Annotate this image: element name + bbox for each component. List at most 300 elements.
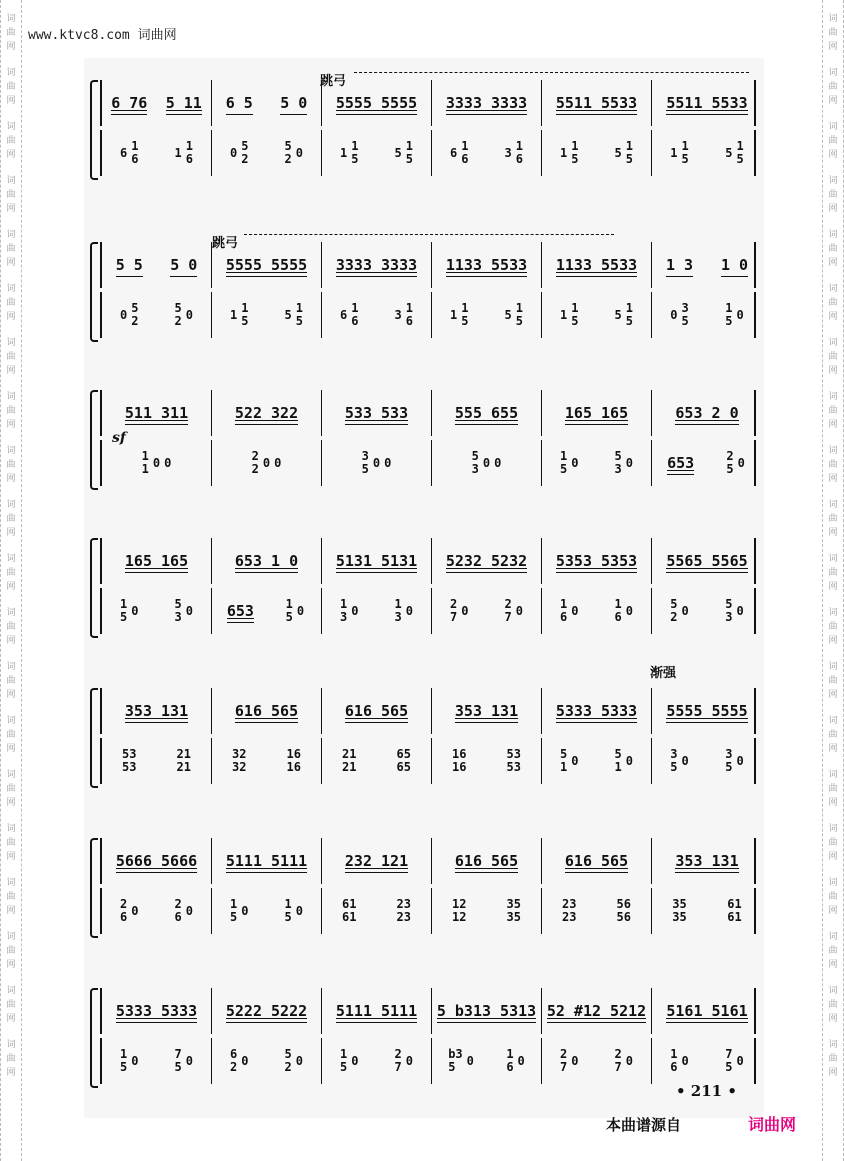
note-group: 5333 5333 [115,1001,198,1020]
note-group: 653 2 0 [675,403,739,422]
watermark-char: 词 [6,554,16,564]
bass-staff [100,130,756,176]
chord-note [230,748,248,774]
bass-measure [212,1038,322,1084]
watermark-char: 曲 [6,406,16,416]
chord-note [446,1048,476,1074]
chord-note [118,1048,140,1074]
melody-measure [212,390,322,436]
chord-part: 65 65 [396,747,411,774]
watermark-char: 词 [828,986,838,996]
bass-staff [100,440,756,486]
melody-measure [652,242,762,288]
watermark-char: 词 [828,392,838,402]
watermark-char: 曲 [6,28,16,38]
chord-part: 1 5 [241,301,249,328]
note-group: 1133 5533 [445,255,528,274]
watermark-char: 词 [828,500,838,510]
note-group: 653 [667,453,695,472]
melody-measure [542,688,652,734]
chord-part: 0 [737,455,745,470]
site-url-text: www.ktvc8.com [28,28,130,43]
system-brace [90,988,98,1088]
bass-measure [432,1038,542,1084]
chord-note [173,140,195,166]
watermark-char: 词 [6,1040,16,1050]
melody-measure [652,988,762,1034]
chord-note [668,1048,690,1074]
chord-part: 3 5 [670,747,678,774]
chord-note [450,898,468,924]
chord-note [395,748,413,774]
chord-part: 0 [670,307,678,322]
score-system [100,220,756,340]
chord-note [558,450,580,476]
chord-note [470,450,504,476]
watermark-char: 曲 [6,622,16,632]
watermark-char: 曲 [6,892,16,902]
watermark-char: 网 [828,582,838,592]
chord-part: 0 [736,753,744,768]
watermark-char: 词 [828,608,838,618]
chord-part: 5 2 [174,301,182,328]
chord-part: 0 [131,1053,139,1068]
watermark-char: 网 [828,798,838,808]
bass-measure [652,738,762,784]
chord-part: 0 [152,455,161,470]
watermark-char: 词 [6,338,16,348]
bass-measure [652,130,762,176]
bass-measure [652,1038,762,1084]
watermark-char: 词 [828,1040,838,1050]
chord-note [723,598,745,624]
melody-measure [432,988,542,1034]
chord-part: 1 5 [560,449,568,476]
chord-part: 1 [450,307,458,322]
chord-part: 1 3 [394,597,402,624]
chord-part: 1 5 [625,139,633,166]
chord-note [668,140,690,166]
crescendo-marking: 渐强 [650,666,677,681]
chord-note [173,1048,195,1074]
watermark-char: 曲 [828,622,838,632]
chord-note [140,450,174,476]
melody-measure [322,242,432,288]
chord-part: 1 6 [461,139,469,166]
chord-part: 1 5 [571,139,579,166]
note-group: 165 165 [564,403,629,422]
score-system [100,816,756,936]
chord-note [723,302,745,328]
bass-measure [212,588,322,634]
melody-measure [432,688,542,734]
chord-part: 0 [461,603,469,618]
chord-note [668,598,690,624]
chord-part: 1 5 [120,597,128,624]
chord-note [173,302,195,328]
chord-part: 0 [736,603,744,618]
chord-note [360,450,394,476]
watermark-char: 曲 [6,838,16,848]
watermark-char: 词 [6,68,16,78]
bass-staff [100,1038,756,1084]
watermark-char: 曲 [6,298,16,308]
chord-part: 0 [466,1053,474,1068]
melody-measure [102,538,212,584]
chord-note [393,1048,415,1074]
chord-note [725,898,743,924]
melody-measure [542,988,652,1034]
chord-note [448,302,470,328]
watermark-char: 曲 [6,730,16,740]
watermark-char: 词 [6,824,16,834]
watermark-char: 网 [828,420,838,430]
bass-measure [212,292,322,338]
chord-note [613,748,635,774]
watermark-char: 曲 [828,676,838,686]
watermark-char: 网 [6,258,16,268]
watermark-char: 网 [6,528,16,538]
chord-note [504,1048,526,1074]
melody-measure [212,538,322,584]
chord-part: 0 [185,903,193,918]
melody-measure [322,688,432,734]
watermark-char: 网 [828,744,838,754]
chord-part: 3 5 [681,301,689,328]
chord-part: 0 [131,603,139,618]
chord-part: 3 5 [361,449,369,476]
bass-measure [102,292,212,338]
watermark-char: 词 [828,446,838,456]
watermark-char: 词 [828,716,838,726]
note-group: 6 5 [225,93,253,112]
score-system [100,516,756,636]
watermark-char: 网 [6,96,16,106]
watermark-char: 词 [6,122,16,132]
watermark-char: 网 [6,852,16,862]
chord-note [118,302,140,328]
footer-logo[interactable]: 词曲网 [748,1115,797,1134]
chord-part: 5 [614,307,622,322]
melody-measure [322,838,432,884]
bass-staff [100,888,756,934]
chord-part: 5 [394,145,402,160]
watermark-char: 词 [828,284,838,294]
chord-part: 0 [384,455,392,470]
melody-measure [542,538,652,584]
note-group: 5 11 [165,93,202,112]
chord-note [338,1048,360,1074]
chord-note [505,898,523,924]
score-system [100,58,756,178]
melody-measure [652,390,762,436]
chord-note [723,1048,745,1074]
chord-part: 53 53 [506,747,521,774]
chord-part: 2 7 [614,1047,622,1074]
chord-part: 0 [625,455,633,470]
chord-part: 61 61 [342,897,357,924]
watermark-char: 曲 [6,136,16,146]
chord-note [118,598,140,624]
bass-measure [652,888,762,934]
bass-measure [322,738,432,784]
system-brace [90,390,98,490]
sforzando-marking: sf [112,430,126,446]
watermark-char: 曲 [828,28,838,38]
watermark-char: 词 [828,932,838,942]
chord-part: 7 5 [725,1047,733,1074]
chord-note [228,898,250,924]
chord-part: 2 6 [120,897,128,924]
chord-part: 0 [274,455,282,470]
chord-part: 2 7 [450,597,458,624]
chord-part: 0 [736,1053,744,1068]
chord-note [173,898,195,924]
note-group: 616 565 [454,851,519,870]
note-group: 522 322 [234,403,299,422]
chord-part: 1 [174,145,182,160]
chord-note [723,140,745,166]
watermark-char: 词 [6,230,16,240]
watermark-char: 词 [6,662,16,672]
watermark-char: 词 [6,14,16,24]
chord-part: 16 16 [452,747,467,774]
chord-part: 1 [230,307,238,322]
chord-note [558,140,580,166]
melody-staff [100,688,756,734]
watermark-char: 网 [828,312,838,322]
chord-part: 2 7 [504,597,512,624]
melody-staff [100,538,756,584]
watermark-char: 词 [828,338,838,348]
chord-part: 0 [405,603,413,618]
note-group: 353 131 [454,701,519,720]
watermark-char: 曲 [828,946,838,956]
chord-part: 56 56 [616,897,631,924]
watermark-char: 曲 [6,244,16,254]
chord-note [613,1048,635,1074]
melody-measure [212,988,322,1034]
bass-measure [212,440,322,486]
chord-part: 6 [340,307,348,322]
chord-note [284,598,306,624]
melody-measure [652,688,762,734]
watermark-char: 曲 [6,190,16,200]
bass-measure [542,440,652,486]
bass-measure [322,130,432,176]
bass-measure [102,888,212,934]
bass-measure [542,888,652,934]
right-watermark-strip [822,0,844,1161]
chord-note [724,450,746,476]
chord-part: 1 5 [625,301,633,328]
chord-part: 1 6 [185,139,193,166]
chord-part: 3 5 [725,747,733,774]
chord-part: 0 [625,1053,633,1068]
bass-measure [542,1038,652,1084]
watermark-char: 网 [828,96,838,106]
bass-measure [432,588,542,634]
note-group: 353 131 [124,701,189,720]
chord-note [670,898,688,924]
melody-measure [102,688,212,734]
watermark-char: 词 [828,554,838,564]
note-group: 5232 5232 [445,551,528,570]
note-group: 5666 5666 [115,851,198,870]
chord-part: 1 [670,145,678,160]
melody-measure [542,390,652,436]
bowing-marking-2: 跳弓 [212,236,239,251]
note-group: 5565 5565 [666,551,748,570]
melody-measure [212,80,322,126]
chord-part: 1 5 [284,897,292,924]
melody-measure [322,390,432,436]
watermark-char: 词 [6,608,16,618]
chord-part: 0 [494,455,502,470]
chord-part: 0 [571,1053,579,1068]
watermark-char: 曲 [828,136,838,146]
chord-note [503,598,525,624]
chord-part: 0 [372,455,381,470]
chord-part: 0 [625,753,633,768]
watermark-char: 词 [828,824,838,834]
melody-measure [102,838,212,884]
watermark-char: 曲 [828,82,838,92]
chord-note [613,302,635,328]
chord-part: 6 [450,145,458,160]
watermark-char: 网 [828,150,838,160]
chord-note [283,140,305,166]
chord-part: 2 7 [394,1047,402,1074]
chord-part: 0 [241,1053,249,1068]
note-group: 5511 5533 [666,93,748,112]
melody-measure [102,80,212,126]
bowing-dashed-line [354,72,749,73]
note-group: 5511 5533 [555,93,638,112]
watermark-char: 曲 [6,784,16,794]
bass-measure [652,292,762,338]
chord-part: 61 61 [727,897,742,924]
score-sheet [84,58,764,1118]
chord-note [283,1048,305,1074]
chord-part: 2 6 [174,897,182,924]
chord-part: 5 3 [725,597,733,624]
melody-measure [542,838,652,884]
chord-part: 5 3 [174,597,182,624]
chord-part: 0 [351,603,359,618]
chord-part: 1 5 [295,301,303,328]
chord-part: 3 [504,145,512,160]
chord-note [285,748,303,774]
watermark-char: 网 [6,474,16,484]
bass-measure [102,440,212,486]
chord-part: 1 5 [230,897,238,924]
chord-part: 0 [185,307,193,322]
chord-part: 1 [560,145,568,160]
chord-note [250,450,284,476]
melody-measure [432,538,542,584]
watermark-char: 网 [6,1068,16,1078]
chord-part: 6 2 [230,1047,238,1074]
chord-note [338,140,360,166]
melody-staff [100,390,756,436]
melody-measure [102,242,212,288]
chord-part: b3 5 [448,1047,463,1074]
bass-measure [542,130,652,176]
note-group: 5 b313 5313 [436,1001,537,1020]
chord-note [118,140,140,166]
chord-part: 0 [681,603,689,618]
note-group: 653 1 0 [234,551,299,570]
chord-part: 5 2 [131,301,139,328]
chord-part: 32 32 [232,747,247,774]
chord-note [613,450,635,476]
site-url[interactable] [28,24,177,43]
chord-note [558,598,580,624]
chord-note [228,140,250,166]
note-group: 5555 5555 [666,701,748,720]
watermark-char: 词 [828,176,838,186]
note-group: 52 #12 5212 [546,1001,647,1020]
watermark-char: 曲 [828,352,838,362]
bass-measure [102,1038,212,1084]
chord-part: 0 [681,1053,689,1068]
note-group: 1133 5533 [555,255,638,274]
watermark-char: 网 [6,798,16,808]
note-group: 5555 5555 [335,93,418,112]
chord-part: 1 6 [506,1047,514,1074]
chord-note [393,598,415,624]
chord-part: 1 5 [725,301,733,328]
bass-measure [322,888,432,934]
chord-note [505,748,523,774]
bass-measure [542,292,652,338]
chord-part: 35 35 [506,897,521,924]
watermark-char: 网 [6,366,16,376]
score-system [100,666,756,786]
chord-part: 0 [185,603,193,618]
bass-measure [102,738,212,784]
left-watermark-strip [0,0,22,1161]
bass-staff [100,588,756,634]
chord-part: 1 6 [560,597,568,624]
note-group: 555 655 [454,403,519,422]
note-group: 5111 5111 [335,1001,418,1020]
watermark-char: 词 [6,446,16,456]
watermark-char: 网 [828,690,838,700]
chord-note [503,140,525,166]
watermark-char: 网 [6,150,16,160]
chord-note [560,898,578,924]
chord-part: 1 6 [614,597,622,624]
watermark-char: 词 [6,770,16,780]
bass-measure [432,292,542,338]
watermark-char: 曲 [828,406,838,416]
chord-note [118,898,140,924]
chord-part: 5 [284,307,292,322]
watermark-char: 曲 [6,460,16,470]
melody-staff [100,242,756,288]
chord-note [228,1048,250,1074]
watermark-char: 网 [6,420,16,430]
bass-measure [322,588,432,634]
chord-part: 1 5 [405,139,413,166]
watermark-char: 网 [828,960,838,970]
watermark-char: 曲 [6,82,16,92]
bass-measure [432,440,542,486]
bass-measure [432,738,542,784]
bass-measure [102,130,212,176]
